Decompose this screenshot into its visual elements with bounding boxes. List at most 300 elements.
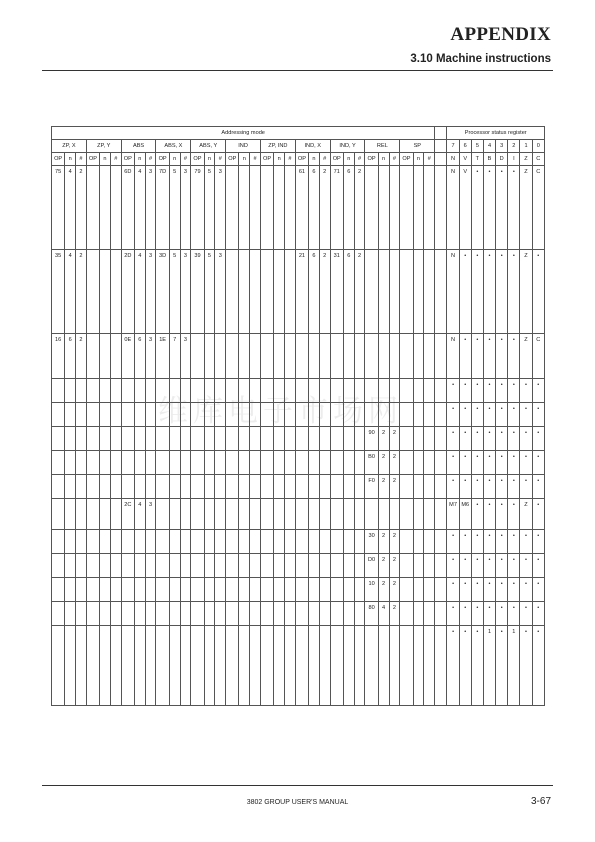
bytes-cell bbox=[424, 403, 435, 427]
flag-value-cell: • bbox=[508, 334, 520, 379]
flag-value-cell: • bbox=[532, 451, 544, 475]
instruction-row bbox=[52, 334, 545, 379]
instruction-row bbox=[52, 578, 545, 602]
opcode-cell bbox=[156, 602, 169, 626]
flag-value-cell: • bbox=[496, 626, 508, 706]
opcode-cell bbox=[86, 554, 99, 578]
cycles-cell bbox=[378, 334, 389, 379]
cycles-cell bbox=[413, 578, 424, 602]
bytes-cell bbox=[354, 379, 365, 403]
blank-cell bbox=[435, 166, 447, 250]
bytes-cell bbox=[76, 451, 87, 475]
cycles-cell bbox=[100, 379, 111, 403]
subcolumn-header: OP bbox=[260, 153, 273, 166]
flag-value-cell: • bbox=[520, 530, 532, 554]
flag-name: T bbox=[471, 153, 483, 166]
opcode-cell bbox=[365, 250, 378, 334]
cycles-cell bbox=[413, 499, 424, 530]
bytes-cell bbox=[389, 334, 400, 379]
opcode-cell bbox=[86, 578, 99, 602]
flag-value-cell: • bbox=[483, 334, 495, 379]
bit-number: 4 bbox=[483, 140, 495, 153]
bytes-cell bbox=[110, 166, 121, 250]
subcolumn-header: n bbox=[100, 153, 111, 166]
cycles-cell bbox=[343, 499, 354, 530]
cycles-cell bbox=[65, 451, 76, 475]
cycles-cell bbox=[378, 403, 389, 427]
opcode-cell bbox=[330, 475, 343, 499]
flag-value-cell: • bbox=[496, 403, 508, 427]
flag-value-cell: • bbox=[496, 166, 508, 250]
opcode-cell bbox=[260, 602, 273, 626]
flag-value-cell: C bbox=[532, 166, 544, 250]
bytes-cell bbox=[319, 427, 330, 451]
bytes-cell bbox=[354, 427, 365, 451]
bytes-cell: 2 bbox=[76, 250, 87, 334]
flag-name: D bbox=[496, 153, 508, 166]
flag-value-cell: • bbox=[483, 530, 495, 554]
flag-value-cell: • bbox=[471, 334, 483, 379]
subcolumn-header: # bbox=[319, 153, 330, 166]
cycles-cell bbox=[100, 554, 111, 578]
flag-value-cell: • bbox=[447, 602, 459, 626]
bytes-cell bbox=[424, 250, 435, 334]
bytes-cell bbox=[319, 499, 330, 530]
opcode-cell bbox=[226, 427, 239, 451]
cycles-cell bbox=[274, 427, 285, 451]
bytes-cell bbox=[250, 530, 261, 554]
flag-value-cell: • bbox=[496, 499, 508, 530]
bit-number: 6 bbox=[459, 140, 471, 153]
bytes-cell bbox=[145, 602, 156, 626]
flag-value-cell: 1 bbox=[483, 626, 495, 706]
flag-value-cell: • bbox=[447, 626, 459, 706]
cycles-cell: 6 bbox=[134, 334, 145, 379]
bytes-cell bbox=[76, 379, 87, 403]
bytes-cell bbox=[389, 250, 400, 334]
cycles-cell bbox=[169, 602, 180, 626]
bytes-cell bbox=[319, 451, 330, 475]
cycles-cell bbox=[100, 334, 111, 379]
bytes-cell bbox=[354, 530, 365, 554]
cycles-cell bbox=[100, 166, 111, 250]
opcode-cell bbox=[86, 250, 99, 334]
instruction-row bbox=[52, 530, 545, 554]
cycles-cell bbox=[309, 499, 320, 530]
flag-value-cell: • bbox=[532, 379, 544, 403]
flag-value-cell: • bbox=[483, 379, 495, 403]
opcode-cell bbox=[260, 166, 273, 250]
instruction-row bbox=[52, 427, 545, 451]
flag-value-cell: • bbox=[459, 250, 471, 334]
blank-cell bbox=[435, 475, 447, 499]
subcolumn-header: OP bbox=[226, 153, 239, 166]
opcode-cell bbox=[156, 626, 169, 706]
bytes-cell bbox=[389, 379, 400, 403]
cycles-cell bbox=[274, 475, 285, 499]
flag-value-cell: • bbox=[532, 578, 544, 602]
flag-value-cell: • bbox=[459, 475, 471, 499]
opcode-cell bbox=[52, 451, 65, 475]
opcode-cell bbox=[400, 403, 413, 427]
bytes-cell bbox=[76, 578, 87, 602]
flag-value-cell: • bbox=[471, 602, 483, 626]
bytes-cell bbox=[319, 403, 330, 427]
opcode-cell: 31 bbox=[330, 250, 343, 334]
bytes-cell bbox=[424, 379, 435, 403]
cycles-cell bbox=[378, 250, 389, 334]
flag-value-cell: • bbox=[471, 403, 483, 427]
cycles-cell bbox=[100, 451, 111, 475]
cycles-cell bbox=[309, 451, 320, 475]
bytes-cell bbox=[285, 427, 296, 451]
bytes-cell bbox=[76, 602, 87, 626]
bytes-cell bbox=[250, 578, 261, 602]
flag-value-cell: • bbox=[496, 578, 508, 602]
opcode-cell bbox=[86, 334, 99, 379]
opcode-cell bbox=[330, 334, 343, 379]
opcode-cell bbox=[191, 578, 204, 602]
subcolumn-header: OP bbox=[121, 153, 134, 166]
subcolumn-header: OP bbox=[400, 153, 413, 166]
flag-value-cell: • bbox=[520, 578, 532, 602]
opcode-cell bbox=[86, 403, 99, 427]
flag-value-cell: • bbox=[483, 554, 495, 578]
bytes-cell bbox=[76, 626, 87, 706]
opcode-cell bbox=[121, 403, 134, 427]
bytes-cell bbox=[215, 403, 226, 427]
bytes-cell bbox=[354, 626, 365, 706]
flag-value-cell: Z bbox=[520, 499, 532, 530]
mode-header: IND bbox=[226, 140, 261, 153]
bytes-cell bbox=[424, 499, 435, 530]
cycles-cell bbox=[65, 530, 76, 554]
flag-value-cell: • bbox=[496, 530, 508, 554]
flag-value-cell: • bbox=[496, 475, 508, 499]
bytes-cell bbox=[180, 475, 191, 499]
opcode-cell bbox=[330, 626, 343, 706]
opcode-cell bbox=[121, 578, 134, 602]
opcode-cell bbox=[400, 427, 413, 451]
opcode-cell bbox=[191, 334, 204, 379]
blank-cell bbox=[435, 127, 447, 140]
bytes-cell bbox=[285, 578, 296, 602]
cycles-cell bbox=[343, 334, 354, 379]
opcode-cell bbox=[260, 578, 273, 602]
opcode-cell bbox=[400, 475, 413, 499]
cycles-cell bbox=[274, 530, 285, 554]
cycles-cell bbox=[204, 451, 215, 475]
flag-value-cell: • bbox=[520, 602, 532, 626]
flag-value-cell: • bbox=[459, 602, 471, 626]
opcode-cell: 71 bbox=[330, 166, 343, 250]
subcolumn-header: n bbox=[134, 153, 145, 166]
bytes-cell: 3 bbox=[215, 250, 226, 334]
subcolumn-header: # bbox=[145, 153, 156, 166]
cycles-cell bbox=[309, 334, 320, 379]
bytes-cell bbox=[180, 451, 191, 475]
footer-manual-title: 3802 GROUP USER'S MANUAL bbox=[246, 799, 349, 806]
bytes-cell bbox=[215, 334, 226, 379]
cycles-cell: 5 bbox=[169, 250, 180, 334]
opcode-cell bbox=[191, 499, 204, 530]
flag-value-cell: • bbox=[447, 578, 459, 602]
cycles-cell: 2 bbox=[378, 427, 389, 451]
flag-value-cell: Z bbox=[520, 166, 532, 250]
cycles-cell bbox=[204, 554, 215, 578]
bytes-cell bbox=[145, 554, 156, 578]
opcode-cell bbox=[365, 334, 378, 379]
flag-value-cell: • bbox=[459, 626, 471, 706]
flag-value-cell: • bbox=[532, 403, 544, 427]
opcode-cell bbox=[191, 530, 204, 554]
bytes-cell bbox=[285, 602, 296, 626]
opcode-cell bbox=[330, 499, 343, 530]
cycles-cell bbox=[309, 530, 320, 554]
flag-value-cell: • bbox=[471, 578, 483, 602]
flag-value-cell: • bbox=[532, 475, 544, 499]
bytes-cell bbox=[250, 475, 261, 499]
opcode-cell: 39 bbox=[191, 250, 204, 334]
flag-value-cell: Z bbox=[520, 250, 532, 334]
page-number: 3-67 bbox=[530, 796, 551, 807]
opcode-cell bbox=[52, 530, 65, 554]
bytes-cell bbox=[180, 578, 191, 602]
section-title: 3.10 Machine instructions bbox=[410, 53, 551, 65]
cycles-cell bbox=[274, 554, 285, 578]
opcode-cell bbox=[260, 626, 273, 706]
opcode-cell bbox=[400, 166, 413, 250]
flag-value-cell: • bbox=[459, 554, 471, 578]
opcode-cell: 10 bbox=[365, 578, 378, 602]
flag-value-cell: • bbox=[520, 403, 532, 427]
flag-value-cell: • bbox=[471, 379, 483, 403]
cycles-cell bbox=[169, 475, 180, 499]
flag-value-cell: • bbox=[447, 403, 459, 427]
flag-value-cell: • bbox=[532, 250, 544, 334]
flag-value-cell: • bbox=[483, 602, 495, 626]
bytes-cell bbox=[180, 602, 191, 626]
flag-value-cell: • bbox=[459, 403, 471, 427]
flag-value-cell: • bbox=[483, 451, 495, 475]
opcode-cell bbox=[156, 427, 169, 451]
bytes-cell bbox=[424, 451, 435, 475]
opcode-cell: 1E bbox=[156, 334, 169, 379]
bytes-cell: 2 bbox=[389, 475, 400, 499]
cycles-cell bbox=[239, 427, 250, 451]
cycles-cell bbox=[204, 334, 215, 379]
cycles-cell bbox=[274, 334, 285, 379]
bytes-cell bbox=[424, 427, 435, 451]
opcode-cell: 0E bbox=[121, 334, 134, 379]
subcolumn-header: n bbox=[65, 153, 76, 166]
bytes-cell bbox=[250, 451, 261, 475]
cycles-cell bbox=[134, 530, 145, 554]
cycles-cell bbox=[413, 530, 424, 554]
opcode-cell bbox=[330, 427, 343, 451]
flag-value-cell: • bbox=[496, 554, 508, 578]
bytes-cell bbox=[319, 554, 330, 578]
blank-cell bbox=[435, 403, 447, 427]
opcode-cell bbox=[295, 626, 308, 706]
flag-value-cell: • bbox=[459, 530, 471, 554]
opcode-cell bbox=[260, 475, 273, 499]
opcode-cell bbox=[330, 554, 343, 578]
cycles-cell bbox=[169, 626, 180, 706]
instruction-row bbox=[52, 451, 545, 475]
opcode-cell bbox=[191, 475, 204, 499]
opcode-cell bbox=[295, 578, 308, 602]
bytes-cell bbox=[145, 379, 156, 403]
opcode-cell bbox=[86, 379, 99, 403]
opcode-cell bbox=[295, 427, 308, 451]
bytes-cell bbox=[424, 166, 435, 250]
cycles-cell: 5 bbox=[204, 166, 215, 250]
mode-header: ZP, Y bbox=[86, 140, 121, 153]
opcode-cell bbox=[226, 403, 239, 427]
bytes-cell bbox=[354, 334, 365, 379]
flag-value-cell: • bbox=[520, 475, 532, 499]
opcode-cell bbox=[121, 451, 134, 475]
mode-header: ZP, IND bbox=[260, 140, 295, 153]
opcode-cell bbox=[295, 334, 308, 379]
opcode-cell bbox=[191, 403, 204, 427]
opcode-cell bbox=[191, 451, 204, 475]
opcode-cell bbox=[86, 499, 99, 530]
cycles-cell: 6 bbox=[343, 250, 354, 334]
cycles-cell: 2 bbox=[378, 475, 389, 499]
opcode-cell bbox=[260, 403, 273, 427]
subcolumn-header: # bbox=[389, 153, 400, 166]
cycles-cell bbox=[274, 499, 285, 530]
cycles-cell bbox=[239, 475, 250, 499]
subcolumn-header: # bbox=[76, 153, 87, 166]
cycles-cell bbox=[309, 403, 320, 427]
cycles-cell bbox=[65, 403, 76, 427]
opcode-cell: 2C bbox=[121, 499, 134, 530]
flag-value-cell: • bbox=[459, 451, 471, 475]
opcode-cell bbox=[226, 451, 239, 475]
bytes-cell bbox=[215, 626, 226, 706]
instruction-row bbox=[52, 379, 545, 403]
bytes-cell: 3 bbox=[180, 166, 191, 250]
opcode-cell bbox=[295, 499, 308, 530]
instruction-row bbox=[52, 499, 545, 530]
opcode-cell bbox=[365, 403, 378, 427]
cycles-cell bbox=[274, 166, 285, 250]
opcode-cell bbox=[156, 554, 169, 578]
bytes-cell bbox=[424, 602, 435, 626]
opcode-cell bbox=[226, 554, 239, 578]
instruction-table bbox=[51, 126, 545, 706]
cycles-cell bbox=[343, 602, 354, 626]
opcode-cell bbox=[86, 530, 99, 554]
cycles-cell bbox=[134, 602, 145, 626]
opcode-cell bbox=[121, 626, 134, 706]
flag-value-cell: • bbox=[483, 499, 495, 530]
opcode-cell bbox=[226, 379, 239, 403]
opcode-cell bbox=[226, 334, 239, 379]
cycles-cell bbox=[274, 250, 285, 334]
bytes-cell bbox=[110, 451, 121, 475]
bytes-cell: 2 bbox=[389, 602, 400, 626]
flag-value-cell: • bbox=[483, 578, 495, 602]
flag-value-cell: • bbox=[471, 451, 483, 475]
opcode-cell bbox=[260, 554, 273, 578]
cycles-cell bbox=[204, 427, 215, 451]
bytes-cell: 3 bbox=[180, 250, 191, 334]
opcode-cell: 2D bbox=[121, 250, 134, 334]
cycles-cell bbox=[239, 554, 250, 578]
cycles-cell bbox=[343, 379, 354, 403]
flag-value-cell: • bbox=[532, 626, 544, 706]
flag-value-cell: • bbox=[447, 379, 459, 403]
mode-header: IND, Y bbox=[330, 140, 365, 153]
opcode-cell bbox=[260, 334, 273, 379]
flag-value-cell: • bbox=[508, 451, 520, 475]
cycles-cell: 4 bbox=[134, 166, 145, 250]
cycles-cell bbox=[100, 475, 111, 499]
cycles-cell bbox=[239, 602, 250, 626]
opcode-cell bbox=[400, 530, 413, 554]
opcode-cell bbox=[365, 166, 378, 250]
bytes-cell: 2 bbox=[354, 250, 365, 334]
flag-value-cell: • bbox=[496, 379, 508, 403]
cycles-cell bbox=[274, 626, 285, 706]
cycles-cell bbox=[169, 427, 180, 451]
cycles-cell: 5 bbox=[204, 250, 215, 334]
bytes-cell bbox=[180, 530, 191, 554]
flag-value-cell: • bbox=[532, 427, 544, 451]
bytes-cell bbox=[110, 626, 121, 706]
bytes-cell bbox=[145, 427, 156, 451]
flag-value-cell: • bbox=[520, 451, 532, 475]
blank-cell bbox=[435, 530, 447, 554]
opcode-cell bbox=[226, 250, 239, 334]
cycles-cell: 2 bbox=[378, 451, 389, 475]
bytes-cell bbox=[145, 475, 156, 499]
cycles-cell: 6 bbox=[343, 166, 354, 250]
cycles-cell bbox=[343, 578, 354, 602]
bytes-cell: 3 bbox=[215, 166, 226, 250]
cycles-cell bbox=[239, 530, 250, 554]
cycles-cell bbox=[413, 427, 424, 451]
opcode-cell: 90 bbox=[365, 427, 378, 451]
opcode-cell: D0 bbox=[365, 554, 378, 578]
flag-value-cell: • bbox=[496, 250, 508, 334]
bytes-cell bbox=[285, 379, 296, 403]
mode-header: SP bbox=[400, 140, 435, 153]
flag-value-cell: • bbox=[483, 427, 495, 451]
bytes-cell bbox=[424, 334, 435, 379]
opcode-cell: 3D bbox=[156, 250, 169, 334]
bytes-cell bbox=[319, 334, 330, 379]
bytes-cell bbox=[215, 499, 226, 530]
cycles-cell bbox=[65, 499, 76, 530]
cycles-cell bbox=[65, 578, 76, 602]
cycles-cell bbox=[309, 578, 320, 602]
bytes-cell: 2 bbox=[76, 166, 87, 250]
cycles-cell bbox=[169, 578, 180, 602]
subcolumn-header: n bbox=[343, 153, 354, 166]
blank-cell bbox=[435, 427, 447, 451]
opcode-cell bbox=[400, 379, 413, 403]
bytes-cell bbox=[424, 578, 435, 602]
bytes-cell bbox=[215, 451, 226, 475]
subcolumn-header: n bbox=[274, 153, 285, 166]
blank-cell bbox=[435, 451, 447, 475]
bytes-cell: 2 bbox=[354, 166, 365, 250]
